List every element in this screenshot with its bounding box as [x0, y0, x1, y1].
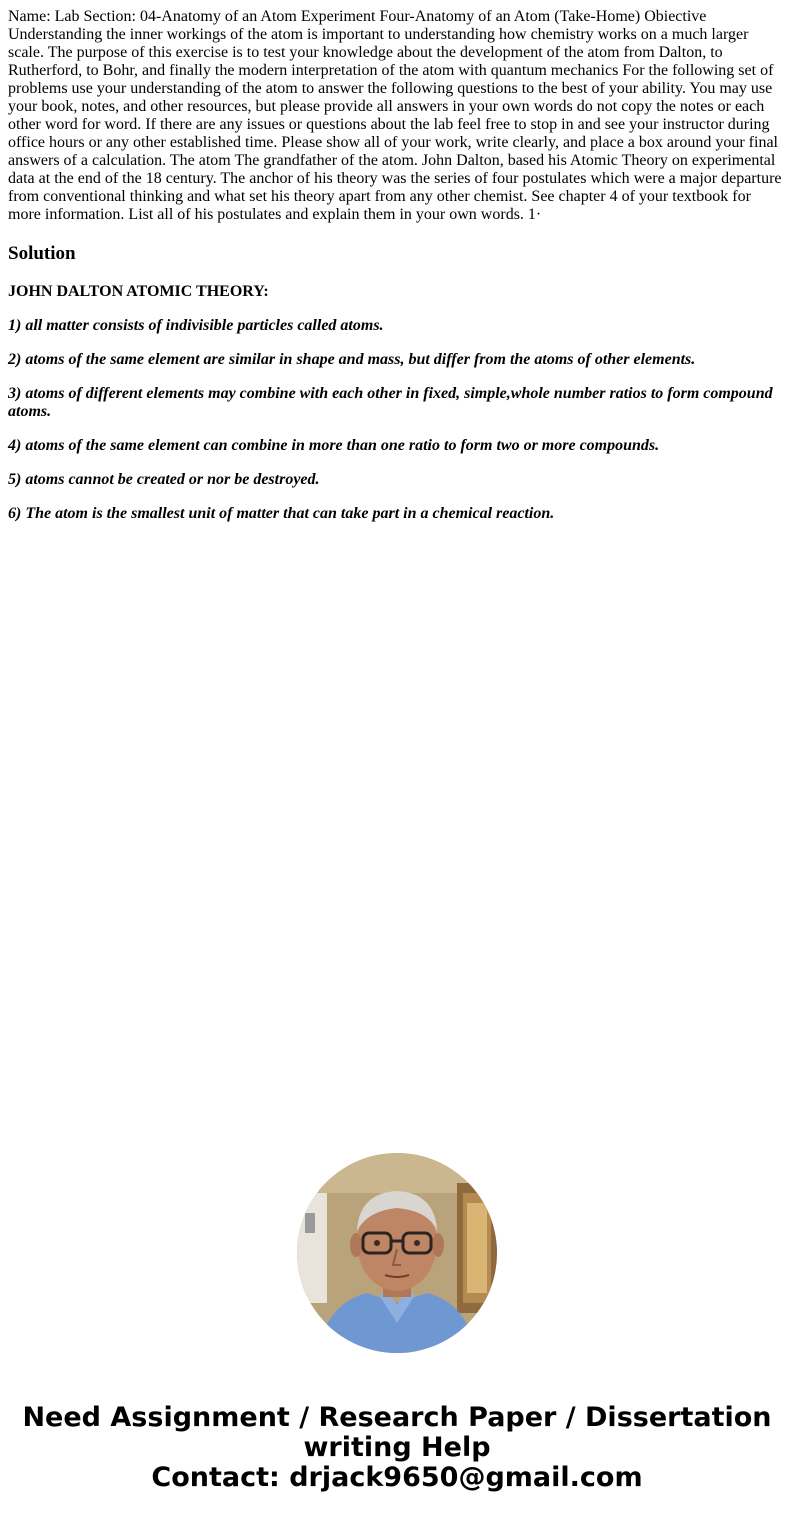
postulate-3: 3) atoms of different elements may combine with each other in fixed, simple,whole number ratios to form compound atoms.	[8, 385, 773, 420]
postulate-2: 2) atoms of the same element are similar in shape and mass, but differ from the atoms of other elements.	[8, 351, 696, 368]
cta-line-1: Need Assignment / Research Paper / Dissertation	[22, 1402, 772, 1433]
solution-body	[8, 283, 784, 539]
cta-line-2: writing Help	[303, 1432, 491, 1463]
tutor-avatar	[297, 1153, 497, 1353]
solution-heading: Solution	[8, 243, 76, 264]
cta-contact-line: Contact: drjack9650@gmail.com	[151, 1462, 643, 1493]
theory-title: JOHN DALTON ATOMIC THEORY:	[8, 283, 269, 300]
postulate-4: 4) atoms of the same element can combine in more than one ratio to form two or more compounds.	[8, 437, 660, 454]
postulate-1: 1) all matter consists of indivisible particles called atoms.	[8, 317, 384, 334]
contact-banner	[0, 1403, 794, 1493]
postulate-5: 5) atoms cannot be created or nor be destroyed.	[8, 471, 320, 488]
question-text: Name: Lab Section: 04-Anatomy of an Atom Experiment Four-Anatomy of an Atom (Take-Home) Obiective Understanding the inner workings of the atom is important to understanding how chemistry works on a much larger scale. The purpose of this exercise is to test your knowledge about the development of the atom from Dalton, to Rutherford, to Bohr, and finally the modern interpretation of the atom with quantum mechanics For the following set of problems use your understanding of the atom to answer the following questions to the best of your ability. You may use your book, notes, and other resources, but please provide all answers in your own words do not copy the notes or each other word for word. If there are any issues or questions about the lab feel free to stop in and see your instructor during office hours or any other established time. Please show all of your work, write clearly, and place a box around your final answers of a calculation. The atom The grandfather of the atom. John Dalton, based his Atomic Theory on experimental data at the end of the 18 century. The anchor of his theory was the series of four postulates which were a major departure from conventional thinking and what set his theory apart from any other chemist. See chapter 4 of your textbook for more information. List all of his postulates and explain them in your own words. 1·	[8, 8, 782, 223]
postulate-6: 6) The atom is the smallest unit of matter that can take part in a chemical reaction.	[8, 505, 555, 522]
